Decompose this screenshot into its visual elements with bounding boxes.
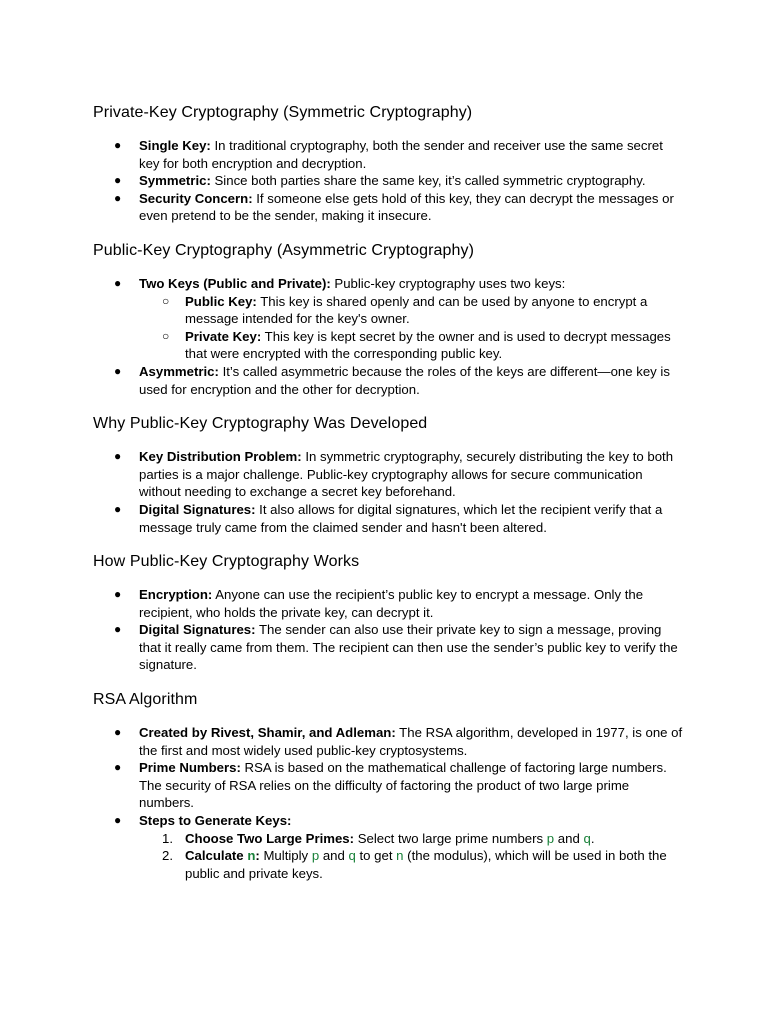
bullet-icon: ● [114, 813, 122, 828]
item-label: Security Concern: [139, 190, 253, 206]
list-item [93, 448, 683, 501]
variable-q: q [583, 830, 591, 846]
section-why-developed [93, 414, 683, 536]
sub-list-item [93, 328, 683, 363]
bullet-icon: ● [114, 622, 122, 637]
item-text: Since both parties share the same key, it’s called symmetric cryptography. [210, 173, 646, 189]
section-how-it-works [93, 552, 683, 674]
hollow-bullet-icon: ○ [162, 293, 170, 308]
label-text: : [255, 848, 260, 864]
item-label: Private Key: [185, 328, 262, 344]
item-text: to get [355, 848, 397, 864]
sub-list-item [93, 293, 683, 328]
item-text: If someone else gets hold of this key, they can decrypt the messages or even pretend to be the sender, making it insecure. [139, 190, 674, 224]
item-label: Digital Signatures: [139, 622, 256, 638]
label-text: Calculate [185, 848, 248, 864]
item-text: and [554, 830, 584, 846]
section-heading: RSA Algorithm [93, 691, 198, 709]
item-label: Public Key: [185, 293, 257, 309]
item-text: and [319, 848, 349, 864]
list-item [93, 137, 683, 172]
list-item [93, 172, 683, 190]
item-label: Single Key: [139, 138, 211, 153]
item-text: Anyone can use the recipient’s public key to encrypt a message. Only the recipient, who holds the private key, can decrypt it. [139, 587, 644, 620]
bullet-icon: ● [114, 173, 122, 188]
bullet-list [93, 137, 683, 225]
item-label [185, 848, 260, 863]
list-item [93, 363, 683, 398]
section-heading: Public-Key Cryptography (Asymmetric Cryptography) [93, 241, 475, 259]
item-label: Prime Numbers: [139, 760, 241, 776]
list-item [93, 724, 683, 759]
variable-q: q [348, 848, 356, 864]
item-label: Key Distribution Problem: [139, 449, 302, 465]
item-text: The RSA algorithm, developed in 1977, is one of the first and most widely used public-key cryptosystems. [139, 725, 683, 758]
bullet-icon: ● [114, 760, 122, 775]
section-heading: How Public-Key Cryptography Works [93, 553, 360, 571]
item-label: Encryption: [139, 587, 213, 603]
bullet-icon: ● [114, 725, 122, 740]
item-text: The sender can also use their private key to sign a message, proving that it really came from them. The recipient can then use the sender’s public key to verify the signature. [139, 622, 678, 673]
item-text: In traditional cryptography, both the sender and receiver use the same secret key for both encryption and decryption. [139, 138, 663, 171]
section-private-key [93, 103, 683, 225]
item-label: Digital Signatures: [139, 501, 256, 517]
section-heading: Why Public-Key Cryptography Was Developed [93, 415, 428, 433]
bullet-icon: ● [114, 275, 122, 290]
item-text: RSA is based on the mathematical challenge of factoring large numbers. The security of RSA relies on the difficulty of factoring the product of two large prime numbers. [139, 760, 667, 811]
section-heading: Private-Key Cryptography (Symmetric Cryptography) [93, 104, 473, 121]
numbered-item [93, 847, 683, 882]
item-text: Select two large prime numbers [354, 830, 547, 846]
variable-p: p [546, 830, 555, 846]
list-item [93, 812, 683, 882]
document-body [93, 103, 683, 898]
list-item [93, 621, 683, 674]
item-label: Two Keys (Public and Private): [139, 275, 331, 291]
bullet-list [93, 448, 683, 536]
item-label: Symmetric: [139, 173, 211, 189]
item-label: Created by Rivest, Shamir, and Adleman: [139, 725, 396, 741]
item-label: Choose Two Large Primes: [185, 830, 355, 846]
bullet-list [93, 724, 683, 882]
list-number: 1. [162, 830, 173, 846]
bullet-list [93, 275, 683, 398]
bullet-list [93, 586, 683, 674]
item-text: . [590, 830, 595, 846]
list-item [93, 275, 683, 363]
numbered-list [93, 830, 683, 883]
variable-p: p [311, 848, 320, 864]
item-text: This key is kept secret by the owner and is used to decrypt messages that were encrypted with the corresponding public key. [185, 328, 671, 362]
item-text: (the modulus), which will be used in both the public and private keys. [185, 848, 667, 881]
item-label: Asymmetric: [139, 363, 219, 379]
list-item [93, 586, 683, 621]
item-text: Public-key cryptography uses two keys: [330, 275, 566, 291]
bullet-icon: ● [114, 449, 122, 464]
bullet-icon: ● [114, 501, 122, 516]
list-item [93, 190, 683, 225]
list-item [93, 501, 683, 536]
list-item [93, 759, 683, 812]
item-text: It’s called asymmetric because the roles of the keys are different—one key is used for encryption and the other for decryption. [139, 363, 670, 397]
item-text: This key is shared openly and can be used by anyone to encrypt a message intended for the key's owner. [185, 293, 648, 327]
section-rsa [93, 690, 683, 882]
numbered-item [93, 830, 683, 848]
item-text: It also allows for digital signatures, which let the recipient verify that a message truly came from the claimed sender and hasn't been altered. [139, 501, 663, 535]
item-label: Steps to Generate Keys: [139, 813, 292, 829]
item-text: In symmetric cryptography, securely distributing the key to both parties is a major challenge. Public-key cryptography allows for secure communication without needing to exchange a secret key beforehand. [139, 449, 674, 500]
hollow-bullet-icon: ○ [162, 328, 170, 343]
bullet-icon: ● [114, 138, 122, 152]
bullet-icon: ● [114, 190, 122, 205]
bullet-icon: ● [114, 363, 122, 378]
variable-n: n [247, 848, 256, 864]
sub-bullet-list [93, 293, 683, 363]
variable-n: n [396, 848, 404, 864]
bullet-icon: ● [114, 587, 122, 602]
item-text: Multiply [259, 848, 312, 864]
section-public-key [93, 241, 683, 398]
list-number: 2. [162, 848, 173, 864]
